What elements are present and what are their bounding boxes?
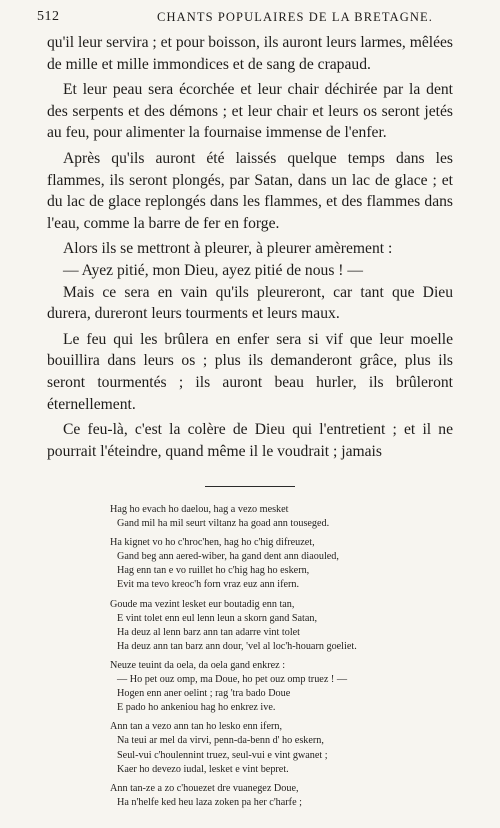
page-header [37, 9, 463, 27]
verse-line: Ann tan a vezo ann tan ho lesko enn ifern, [110, 721, 282, 733]
verse-line: Evit ma tevo kreoc'h forn vraz euz ann ifern. [117, 579, 300, 591]
verse-line: Seul-vui c'houlennint truez, seul-vui e vint gwanet ; [117, 749, 328, 761]
verse-line: Ha kignet vo ho c'hroc'hen, hag ho c'hig difreuzet, [110, 537, 315, 549]
verse-line: Na teui ar mel da virvi, penn-da-benn d' ho eskern, [117, 735, 324, 747]
verse-line: Hag enn tan e vo ruillet ho c'hig hag ho eskern, [117, 565, 310, 577]
verse-line: Gand mil ha mil seurt viltanz ha goad ann touseged. [117, 518, 330, 530]
paragraph: Et leur peau sera écorchée et leur chair déchirée par la dent des serpents et des démons ; et leur chair et leurs os seront jetés au feu, pour alimenter la fournaise immense de l'enfer. [47, 81, 453, 142]
paragraph-continued: qu'il leur servira ; et pour boisson, ils auront leurs larmes, mêlées de mille et mille immondices et de sang de crapaud. [47, 34, 453, 73]
page-number: 512 [37, 9, 60, 24]
verse-line: Hag ho evach ho daelou, hag a vezo mesket [110, 504, 289, 515]
quoted-plea: — Ayez pitié, mon Dieu, ayez pitié de nous ! — [63, 261, 363, 279]
verse-line: E pado ho ankeniou hag ho enkrez ive. [117, 702, 276, 714]
paragraph: Alors ils se mettront à pleurer, à pleurer amèrement : [63, 240, 393, 258]
verse-line: Ha deuz ann tan barz ann dour, 'vel al loc'h-houarn goeliet. [117, 640, 357, 652]
paragraph: Après qu'ils auront été laissés quelque temps dans les flammes, ils seront plongés, par Satan, dans un lac de glace ; et du lac de glace replongés dans les flammes, et des flammes dans l'eau, comme la barre de fer en forge. [47, 149, 453, 232]
verse-line: Ann tan-ze a zo c'houezet dre vuanegez Doue, [110, 782, 299, 794]
paragraph: Le feu qui les brûlera en enfer sera si vif que leur moelle bouillira dans leurs os ; plus ils demanderont grâce, plus ils seront tourmentés ; ils auront beau hurler, ils brûleront éternellement. [47, 330, 453, 413]
verse-stanza [110, 503, 480, 531]
verse-stanza [110, 598, 480, 654]
french-translation [47, 32, 453, 466]
verse-line: Goude ma vezint lesket eur boutadig enn tan, [110, 598, 295, 610]
verse-line: Ha n'helfe ked heu laza zoken pa her c'harfe ; [117, 796, 302, 808]
verse-stanza [110, 659, 480, 715]
verse-stanza [110, 782, 480, 810]
verse-line: Kaer ho devezo iudal, lesket e vint bepret. [117, 763, 289, 775]
verse-stanza [110, 536, 480, 592]
verse-line: — Ho pet ouz omp, ma Doue, ho pet ouz omp truez ! — [117, 674, 348, 686]
verse-line: Neuze teuint da oela, da oela gand enkrez : [110, 659, 286, 671]
verse-line: Gand beg ann aered-wiber, ha gand dent ann diaouled, [117, 551, 339, 563]
verse-line: Hogen enn aner oelint ; rag 'tra bado Doue [117, 688, 291, 700]
paragraph: Mais ce sera en vain qu'ils pleureront, car tant que Dieu durera, dureront leurs tourments et leurs maux. [47, 283, 453, 323]
verse-stanza [110, 720, 480, 776]
paragraph: Ce feu-là, c'est la colère de Dieu qui l'entretient ; et il ne pourrait l'éteindre, quand même il le voudrait ; jamais [47, 421, 453, 460]
breton-verse [110, 503, 480, 815]
section-divider [205, 486, 295, 487]
verse-line: Ha deuz al lenn barz ann tan adarre vint tolet [117, 626, 301, 638]
running-title: CHANTS POPULAIRES DE LA BRETAGNE. [157, 10, 433, 24]
verse-line: E vint tolet enn eul lenn leun a skorn gand Satan, [117, 612, 318, 624]
